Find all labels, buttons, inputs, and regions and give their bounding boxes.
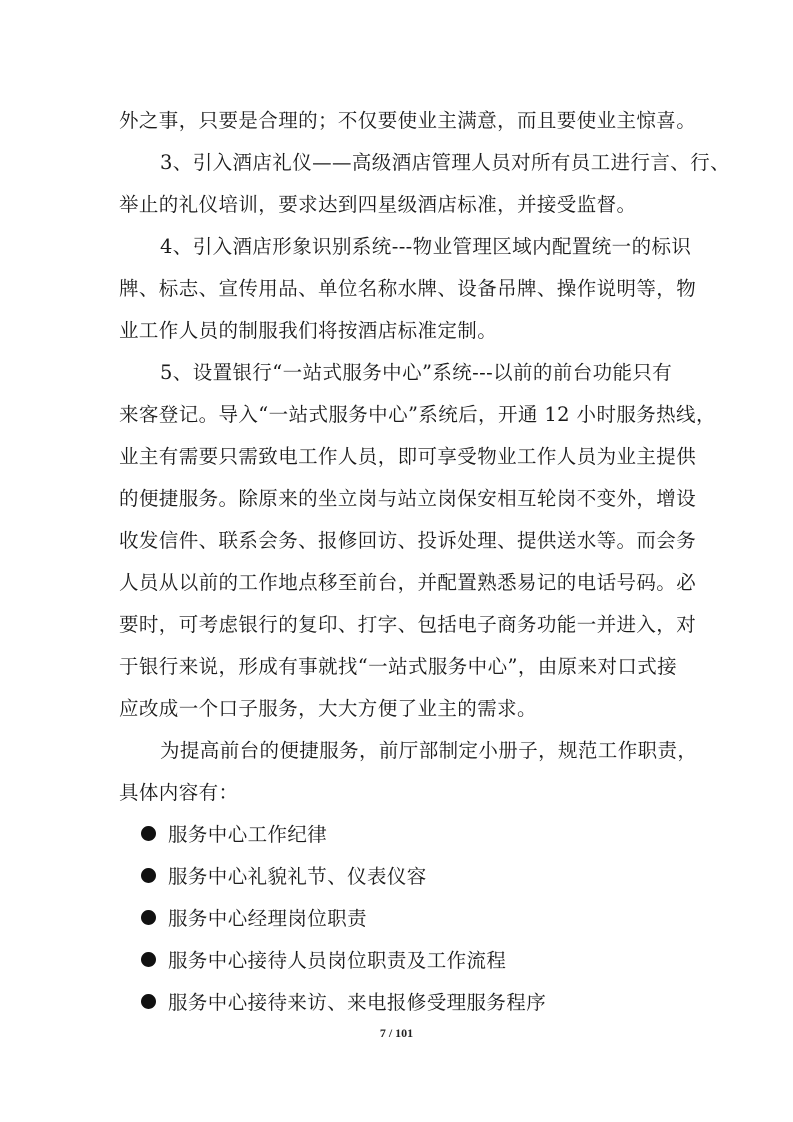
list-item-text: 服务中心接待来访、来电报修受理服务程序: [168, 991, 547, 1014]
list-item: [119, 940, 667, 982]
list-item: [119, 898, 667, 940]
text-line: 的便捷服务。除原来的坐立岗与站立岗保安相互轮岗不变外，增设: [119, 487, 697, 510]
page-number: 7 / 101: [379, 1026, 414, 1040]
paragraph-item-5: [119, 352, 716, 730]
text-line: 于银行来说，形成有事就找“一站式服务中心”，由原来对口式接: [119, 655, 678, 678]
bullet-list: [119, 814, 667, 1024]
text-line: 业工作人员的制服我们将按酒店标准定制。: [119, 319, 498, 342]
paragraph-continuation: [119, 100, 697, 142]
text-line: 外之事，只要是合理的；不仅要使业主满意，而且要使业主惊喜。: [119, 109, 697, 132]
paragraph-item-4: [119, 226, 697, 352]
text-line: 应改成一个口子服务，大大方便了业主的需求。: [119, 697, 537, 720]
bullet-icon: [141, 994, 156, 1009]
text-line: 4、引入酒店形象识别系统---物业管理区域内配置统一的标识: [160, 235, 692, 258]
list-item-text: 服务中心接待人员岗位职责及工作流程: [168, 949, 507, 972]
bullet-icon: [141, 826, 156, 841]
text-line: 收发信件、联系会务、报修回访、投诉处理、提供送水等。而会务: [119, 529, 697, 552]
text-line: 来客登记。导入“一站式服务中心”系统后，开通 12 小时服务热线，: [119, 403, 716, 426]
text-line: 人员从以前的工作地点移至前台，并配置熟悉易记的电话号码。必: [119, 571, 697, 594]
text-line: 业主有需要只需致电工作人员，即可享受物业工作人员为业主提供: [119, 445, 697, 468]
list-item: [119, 982, 667, 1024]
bullet-icon: [141, 910, 156, 925]
bullet-icon: [141, 868, 156, 883]
list-item: [119, 856, 667, 898]
paragraph-list-intro: [119, 730, 698, 814]
text-line: 要时，可考虑银行的复印、打字、包括电子商务功能一并进入，对: [119, 613, 697, 636]
bullet-icon: [141, 952, 156, 967]
text-line: 具体内容有：: [119, 781, 239, 804]
list-item-text: 服务中心经理岗位职责: [168, 907, 368, 930]
list-item-text: 服务中心工作纪律: [168, 823, 328, 846]
text-line: 3、引入酒店礼仪——高级酒店管理人员对所有员工进行言、行、: [160, 151, 731, 174]
list-item-text: 服务中心礼貌礼节、仪表仪容: [168, 865, 427, 888]
text-line: 为提高前台的便捷服务，前厅部制定小册子，规范工作职责，: [160, 739, 698, 762]
text-line: 牌、标志、宣传用品、单位名称水牌、设备吊牌、操作说明等，物: [119, 277, 697, 300]
text-line: 举止的礼仪培训，要求达到四星级酒店标准，并接受监督。: [119, 193, 637, 216]
paragraph-item-3: [119, 142, 731, 226]
list-item: [119, 814, 667, 856]
text-line: 5、设置银行“一站式服务中心”系统---以前的前台功能只有: [160, 361, 673, 384]
document-page: [119, 100, 731, 1024]
